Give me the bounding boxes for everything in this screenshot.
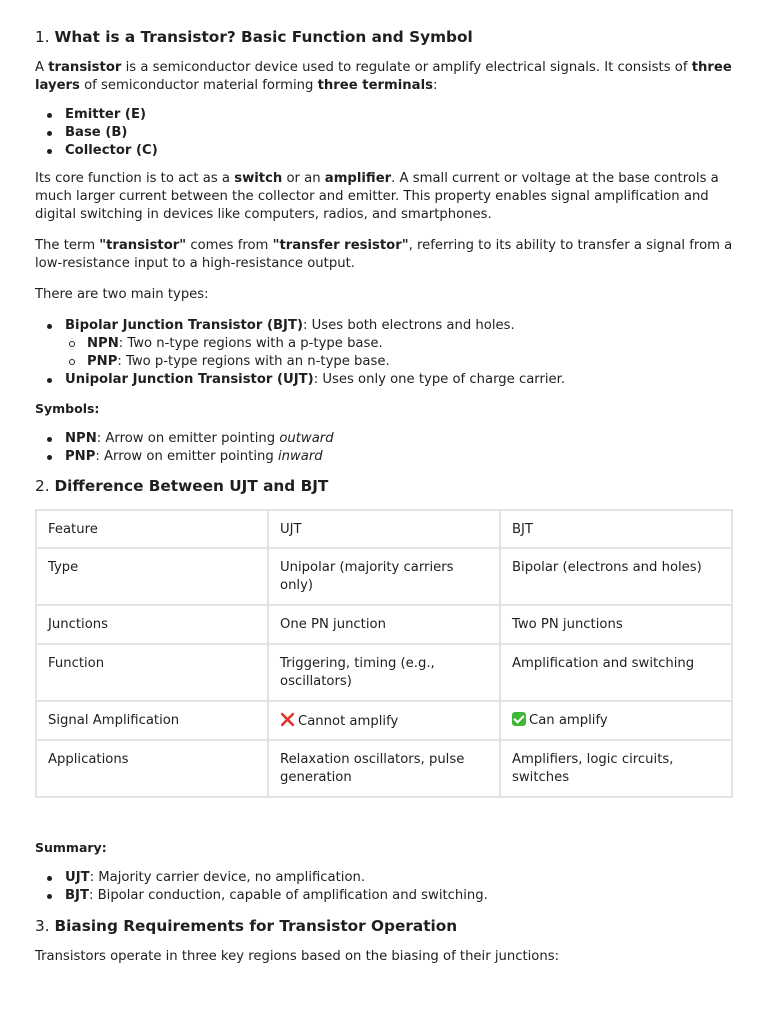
table-row bbox=[36, 644, 732, 701]
table-row bbox=[36, 548, 732, 605]
section-2-heading: 2. Difference Between UJT and BJT bbox=[35, 477, 329, 495]
section-3-heading: 3. Biasing Requirements for Transistor Operation bbox=[35, 917, 458, 935]
list-item: NPN: Arrow on emitter pointing outward bbox=[35, 430, 733, 448]
list-item: Bipolar Junction Transistor (BJT): Uses both electrons and holes. NPN: Two n-type regions with a p-type base. PNP: Two p-type regions with an n-type base. bbox=[35, 317, 733, 371]
table-cell: Amplification and switching bbox=[500, 644, 732, 701]
table-cell: Feature bbox=[36, 510, 268, 548]
list-item: NPN: Two n-type regions with a p-type base. bbox=[35, 335, 733, 353]
biasing-paragraph: Transistors operate in three key regions based on the biasing of their junctions: bbox=[35, 949, 560, 964]
summary-list bbox=[35, 869, 733, 905]
types-list bbox=[35, 317, 733, 389]
section-1-heading: 1. What is a Transistor? Basic Function and Symbol bbox=[35, 28, 473, 46]
table-row bbox=[36, 740, 732, 797]
table-cell: Junctions bbox=[36, 605, 268, 644]
list-item: Unipolar Junction Transistor (UJT): Uses only one type of charge carrier. bbox=[35, 371, 733, 389]
table-cell: Applications bbox=[36, 740, 268, 797]
table-cell: Two PN junctions bbox=[500, 605, 732, 644]
types-intro: There are two main types: bbox=[35, 287, 209, 302]
summary-label: Summary: bbox=[35, 840, 107, 855]
list-item: Emitter (E) bbox=[35, 106, 733, 124]
table-header-row bbox=[36, 510, 732, 548]
list-item: PNP: Arrow on emitter pointing inward bbox=[35, 448, 733, 466]
table-row bbox=[36, 605, 732, 644]
comparison-table bbox=[35, 509, 733, 798]
table-cell: Function bbox=[36, 644, 268, 701]
table-cell: Relaxation oscillators, pulse generation bbox=[268, 740, 500, 797]
list-item: PNP: Two p-type regions with an n-type base. bbox=[35, 353, 733, 371]
table-row bbox=[36, 701, 732, 740]
terminals-list bbox=[35, 106, 733, 160]
table-cell: Type bbox=[36, 548, 268, 605]
table-cell: Can amplify bbox=[500, 701, 732, 740]
symbols-list bbox=[35, 430, 733, 466]
table-cell: One PN junction bbox=[268, 605, 500, 644]
table-cell: Cannot amplify bbox=[268, 701, 500, 740]
table-cell: Bipolar (electrons and holes) bbox=[500, 548, 732, 605]
etymology-paragraph: The term "transistor" comes from "transfer resistor", referring to its ability to transfer a signal from a low-resistance input to a high-resistance output. bbox=[35, 238, 733, 271]
table-cell: BJT bbox=[500, 510, 732, 548]
table-cell: Triggering, timing (e.g., oscillators) bbox=[268, 644, 500, 701]
table-cell: UJT bbox=[268, 510, 500, 548]
symbols-label: Symbols: bbox=[35, 401, 100, 416]
intro-paragraph: A transistor is a semiconductor device used to regulate or amplify electrical signals. It consists of three layers of semiconductor material forming three terminals: bbox=[35, 60, 732, 93]
list-item: UJT: Majority carrier device, no amplification. bbox=[35, 869, 733, 887]
table-cell: Unipolar (majority carriers only) bbox=[268, 548, 500, 605]
table-cell: Amplifiers, logic circuits, switches bbox=[500, 740, 732, 797]
bjt-subtypes bbox=[35, 335, 733, 371]
function-paragraph: Its core function is to act as a switch or an amplifier. A small current or voltage at the base controls a much larger current between the collector and emitter. This property enables signal amplification and digital switching in devices like computers, radios, and smartphones. bbox=[35, 171, 719, 222]
check-mark-icon bbox=[512, 712, 526, 726]
cross-mark-icon bbox=[280, 712, 295, 727]
table-cell: Signal Amplification bbox=[36, 701, 268, 740]
list-item: BJT: Bipolar conduction, capable of amplification and switching. bbox=[35, 887, 733, 905]
list-item: Base (B) bbox=[35, 124, 733, 142]
list-item: Collector (C) bbox=[35, 142, 733, 160]
